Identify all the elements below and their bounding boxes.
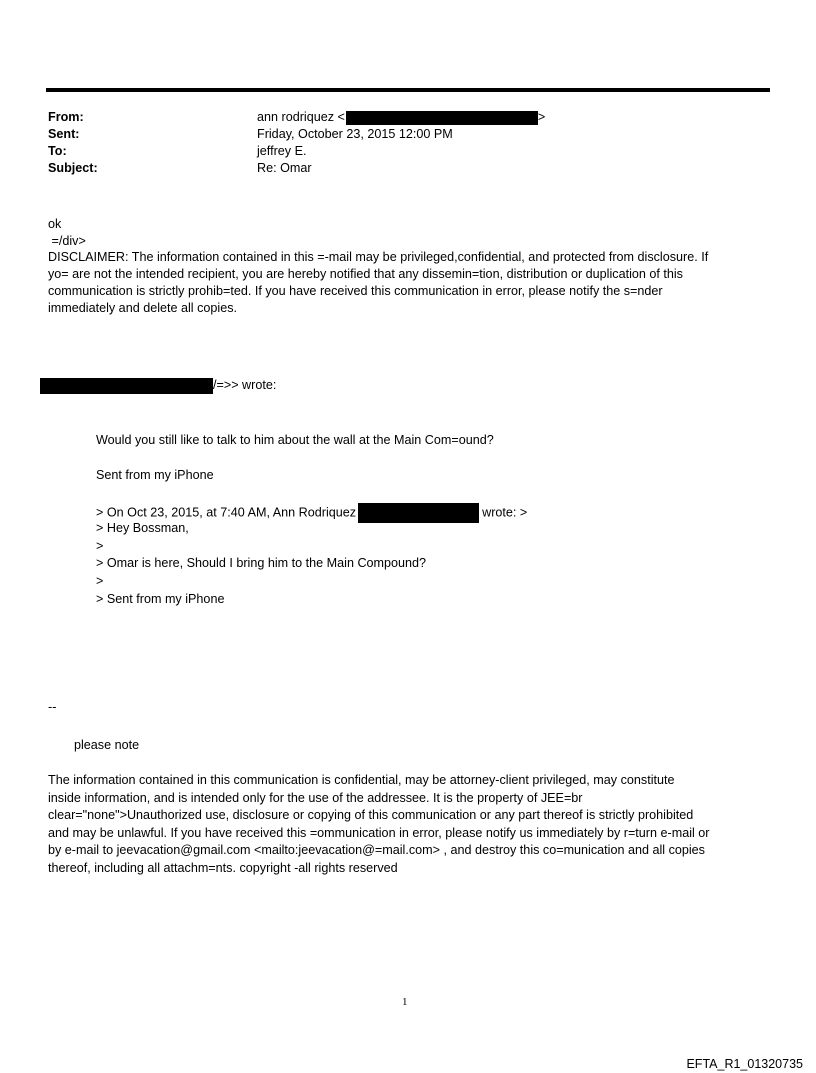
quoted-line: > [96, 539, 104, 553]
reply-signature: Sent from my iPhone [96, 468, 214, 482]
quoted-line: > Omar is here, Should I bring him to the Main Compound? [96, 556, 427, 570]
please-note: please note [74, 738, 140, 752]
body-line: =/div> [48, 233, 86, 248]
quoted-line: > [96, 574, 104, 588]
quoted-line: > Sent from my iPhone [96, 592, 225, 606]
to-value: jeffrey E. [257, 144, 307, 158]
notice-line: inside information, and is intended only for the use of the addressee. It is the property of JEE=br [48, 790, 583, 805]
to-label: To: [48, 144, 67, 158]
notice-line: thereof, including all attachm=nts. copyright -all rights reserved [48, 860, 398, 875]
subject-label: Subject: [48, 161, 98, 175]
reply-text: Would you still like to talk to him about the wall at the Main Com=ound? [96, 433, 494, 447]
body-line: ok [48, 217, 62, 231]
from-name: ann rodriquez < [257, 110, 345, 124]
wrote-line: /=>> wrote: [213, 378, 277, 392]
disclaimer-line: immediately and delete all copies. [48, 300, 238, 315]
quoted-intro: > On Oct 23, 2015, at 7:40 AM, Ann Rodriquez [96, 505, 357, 520]
redaction-from-email [346, 111, 538, 125]
from-label: From: [48, 110, 84, 124]
disclaimer-line: communication is strictly prohib=ted. If you have received this communication in error, please notify the s=nder [48, 283, 663, 298]
notice-line: The information contained in this communication is confidential, may be attorney-client privileged, may constitute [48, 773, 675, 787]
sent-label: Sent: [48, 127, 80, 141]
sent-value: Friday, October 23, 2015 12:00 PM [257, 127, 453, 141]
disclaimer-line: yo= are not the intended recipient, you are hereby notified that any dissemin=tion, distribution or duplication of this [48, 267, 683, 282]
disclaimer-line: DISCLAIMER: The information contained in this =-mail may be privileged,confidential, and protected from disclosure. If [48, 250, 709, 265]
quoted-intro-end: wrote: > [482, 505, 528, 520]
bates-number: EFTA_R1_01320735 [686, 1057, 803, 1071]
notice-line: by e-mail to jeevacation@gmail.com <mailto:jeevacation@=mail.com> , and destroy this co=munication and all copies [48, 843, 705, 857]
notice-line: and may be unlawful. If you have received this =ommunication in error, please notify us immediately by r=turn e-mail or [48, 825, 710, 840]
subject-value: Re: Omar [257, 161, 312, 175]
signature-separator: -- [48, 700, 57, 714]
from-close: > [537, 110, 546, 124]
redaction-sender [40, 378, 213, 394]
quoted-line: > Hey Bossman, [96, 521, 189, 535]
confidentiality-notice [48, 772, 778, 877]
page-number: 1 [402, 996, 408, 1008]
redaction-quoted-email [358, 503, 479, 523]
from-value [257, 109, 545, 126]
notice-line: clear="none">Unauthorized use, disclosure or copying of this communication or any part thereof is strictly prohibited [48, 808, 694, 822]
body-text [48, 216, 778, 316]
header-rule [46, 88, 770, 92]
